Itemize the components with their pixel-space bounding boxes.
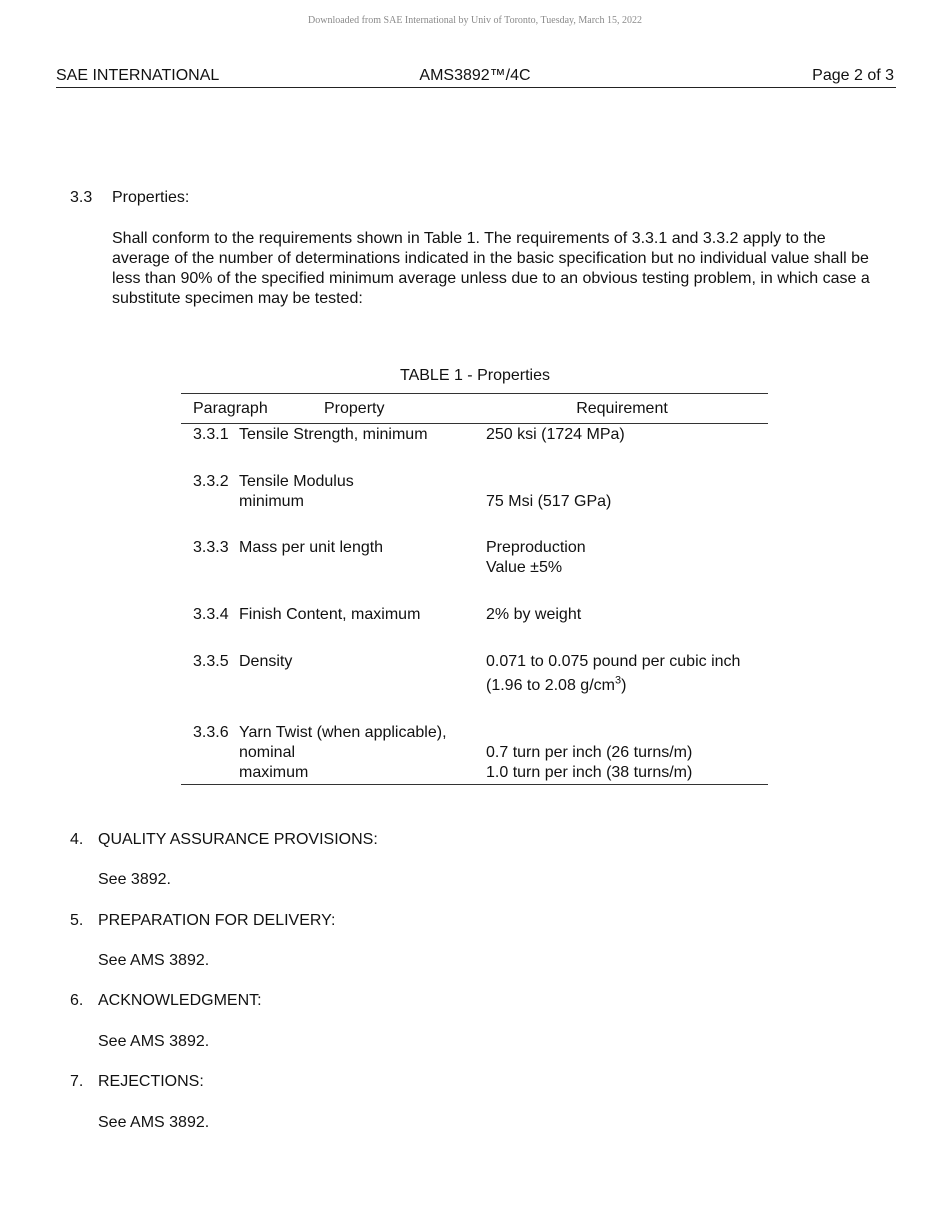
- table-header-requirement: Requirement: [576, 400, 668, 417]
- header-doc-id: AMS3892™/4C: [419, 67, 531, 84]
- section-paragraph: Shall conform to the requirements shown in Table 1. The requirements of 3.3.1 and 3.3.2 apply to the average of the number of determinations indicated in the basic specification but no individual value shall be less than 90% of the specified minimum average unless due to an obvious testing problem, in which case a substitute specimen may be tested:: [112, 230, 870, 307]
- table-cell-requirement: 0.071 to 0.075 pound per cubic inch: [486, 653, 741, 670]
- table-header-rule: [181, 423, 768, 424]
- table-bottom-rule: [181, 784, 768, 785]
- table-cell-requirement-density-metric: [486, 676, 626, 696]
- density-metric-close: ): [621, 677, 627, 694]
- section-body: See 3892.: [98, 871, 171, 888]
- table-cell-requirement: Preproduction: [486, 539, 586, 556]
- table-cell-paragraph: 3.3.2: [193, 473, 229, 490]
- table-cell-paragraph: 3.3.3: [193, 539, 229, 556]
- table-cell-requirement: 0.7 turn per inch (26 turns/m): [486, 744, 693, 761]
- section-number: 7.: [70, 1073, 84, 1090]
- superscript-three: 3: [614, 674, 622, 687]
- table-cell-property: maximum: [239, 764, 309, 781]
- download-watermark: Downloaded from SAE International by Univ of Toronto, Tuesday, March 15, 2022: [308, 15, 642, 26]
- table-cell-property: Mass per unit length: [239, 539, 384, 556]
- table-cell-paragraph: 3.3.5: [193, 653, 229, 670]
- section-number: 4.: [70, 831, 84, 848]
- header-rule: [56, 87, 896, 88]
- table-cell-paragraph: 3.3.4: [193, 606, 229, 623]
- section-body: See AMS 3892.: [98, 952, 210, 969]
- table-cell-property: Yarn Twist (when applicable),: [239, 724, 447, 741]
- table-cell-requirement: 2% by weight: [486, 606, 582, 623]
- table-cell-property: minimum: [239, 493, 304, 510]
- table-cell-property: Tensile Strength, minimum: [239, 426, 428, 443]
- table-cell-paragraph: 3.3.6: [193, 724, 229, 741]
- section-heading: PREPARATION FOR DELIVERY:: [98, 912, 336, 929]
- table-cell-requirement: 1.0 turn per inch (38 turns/m): [486, 764, 693, 781]
- section-body: See AMS 3892.: [98, 1114, 210, 1131]
- section-heading: QUALITY ASSURANCE PROVISIONS:: [98, 831, 378, 848]
- section-title: Properties:: [112, 189, 190, 206]
- table-top-rule: [181, 393, 768, 394]
- table-cell-property: Density: [239, 653, 293, 670]
- table-cell-property: Finish Content, maximum: [239, 606, 421, 623]
- table-header-property: Property: [324, 400, 385, 417]
- table-cell-requirement: 250 ksi (1724 MPa): [486, 426, 625, 443]
- section-heading: REJECTIONS:: [98, 1073, 204, 1090]
- density-metric-text: (1.96 to 2.08 g/cm: [486, 677, 615, 694]
- table-header-paragraph: Paragraph: [193, 400, 268, 417]
- section-number: 3.3: [70, 189, 93, 206]
- table-cell-property: Tensile Modulus: [239, 473, 354, 490]
- table-title: TABLE 1 - Properties: [400, 367, 550, 384]
- table-cell-property: nominal: [239, 744, 296, 761]
- table-cell-requirement: Value ±5%: [486, 559, 563, 576]
- section-body: See AMS 3892.: [98, 1033, 210, 1050]
- section-heading: ACKNOWLEDGMENT:: [98, 992, 262, 1009]
- section-number: 6.: [70, 992, 84, 1009]
- header-org: SAE INTERNATIONAL: [56, 67, 220, 84]
- section-number: 5.: [70, 912, 84, 929]
- table-cell-requirement: 75 Msi (517 GPa): [486, 493, 612, 510]
- header-page-number: Page 2 of 3: [812, 67, 894, 84]
- table-cell-paragraph: 3.3.1: [193, 426, 229, 443]
